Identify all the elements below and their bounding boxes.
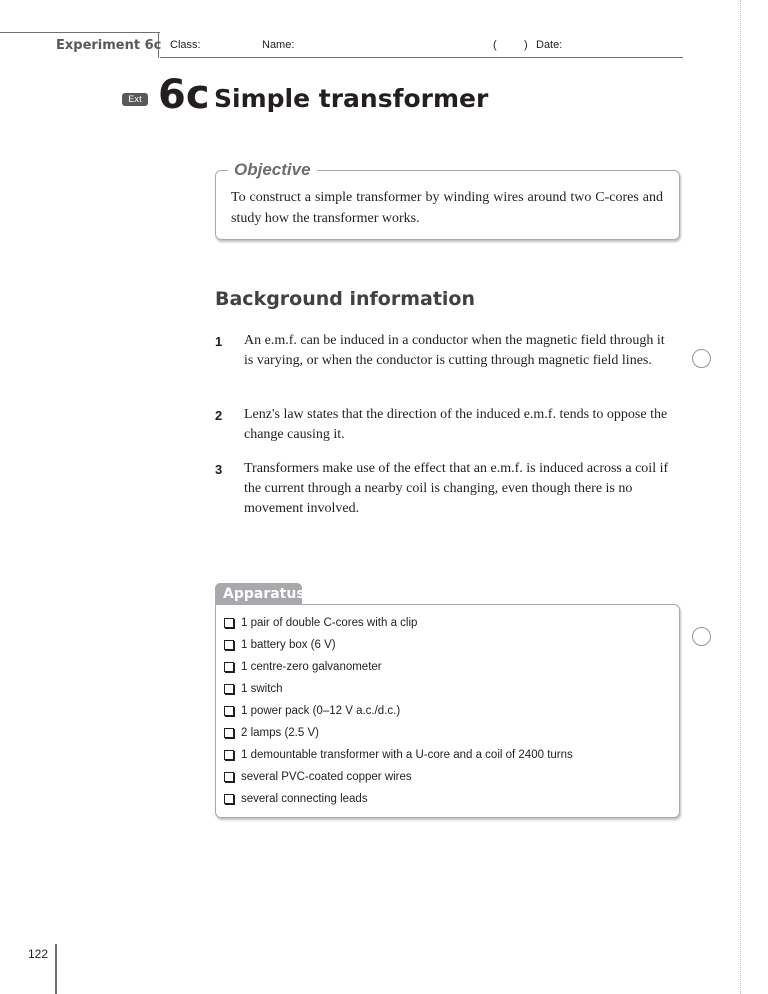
experiment-number: 6c <box>158 72 210 118</box>
checkbox-icon <box>224 772 234 782</box>
checkbox-icon <box>224 728 234 738</box>
page-number: 122 <box>28 947 49 961</box>
bracket-close: ) <box>524 39 528 51</box>
bg-item-text: An e.m.f. can be induced in a conductor when the magnetic field through it is varying, or when the conductor is cutting through magnetic field lines. <box>244 333 665 368</box>
page-title: Simple transformer <box>214 84 489 113</box>
checkbox-icon <box>224 640 234 650</box>
objective-label: Objective <box>228 159 317 181</box>
list-item: 1 power pack (0–12 V a.c./d.c.) <box>224 700 573 722</box>
list-item: 1 pair of double C-cores with a clip <box>224 612 573 634</box>
header-rule-left <box>0 32 160 33</box>
bracket-open: ( <box>493 39 497 51</box>
bg-item-number: 2 <box>215 408 223 423</box>
checkbox-icon <box>224 750 234 760</box>
checkbox-icon <box>224 662 234 672</box>
checkbox-icon <box>224 684 234 694</box>
apparatus-list <box>224 612 573 810</box>
list-item: several PVC-coated copper wires <box>224 766 573 788</box>
name-label: Name: <box>262 39 295 51</box>
list-item: 2 lamps (2.5 V) <box>224 722 573 744</box>
checkbox-icon <box>224 618 234 628</box>
apparatus-label: Apparatus <box>215 583 302 605</box>
extension-badge: Ext <box>122 93 148 106</box>
date-label: Date: <box>536 39 563 51</box>
bg-item-number: 1 <box>215 334 223 349</box>
experiment-label: Experiment 6c <box>56 38 162 53</box>
list-item: 1 battery box (6 V) <box>224 634 573 656</box>
binder-hole-icon <box>692 627 711 646</box>
objective-text: To construct a simple transformer by winding wires around two C-cores and study how the transformer works. <box>231 190 663 226</box>
list-item: 1 demountable transformer with a U-core and a coil of 2400 turns <box>224 744 573 766</box>
binder-hole-icon <box>692 349 711 368</box>
list-item: several connecting leads <box>224 788 573 810</box>
checkbox-icon <box>224 794 234 804</box>
checkbox-icon <box>224 706 234 716</box>
header-rule-right <box>160 57 683 58</box>
background-heading: Background information <box>215 288 476 310</box>
bg-item-text: Transformers make use of the effect that an e.m.f. is induced across a coil if the current through a nearby coil is changing, even though there is no movement involved. <box>244 461 669 516</box>
cut-line <box>740 0 741 994</box>
bg-item-number: 3 <box>215 462 223 477</box>
page-header <box>0 0 768 60</box>
list-item: 1 switch <box>224 678 573 700</box>
bg-item-text: Lenz's law states that the direction of the induced e.m.f. tends to oppose the change causing it. <box>244 407 668 442</box>
list-item: 1 centre-zero galvanometer <box>224 656 573 678</box>
class-label: Class: <box>170 39 201 51</box>
page-number-rule <box>55 944 57 994</box>
